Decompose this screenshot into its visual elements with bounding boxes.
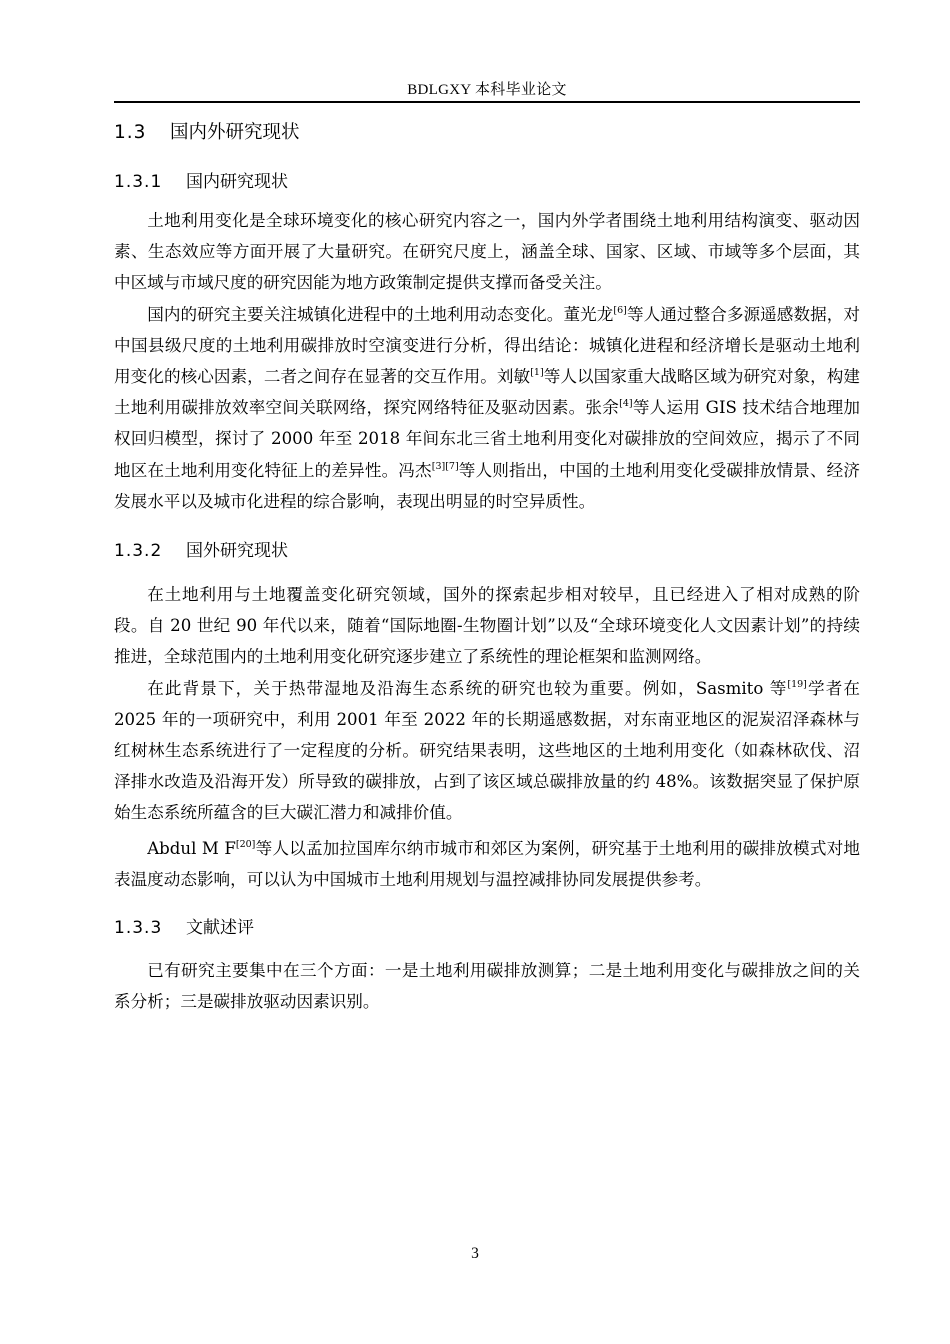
- section-title: 国内外研究现状: [170, 122, 300, 143]
- citation: [1]: [530, 367, 544, 379]
- text-run: 等人运用 GIS 技术结合地理加权回归模型，探讨了 2000 年至 2018 年间东北三省土地利用变化对碳排放的空间效应，揭示了不同地区在土地利用变化特征上的差异性。冯杰: [114, 398, 860, 480]
- paragraph: [114, 833, 860, 895]
- running-header: BDLGXY 本科毕业论文: [407, 82, 567, 98]
- paragraph: [114, 673, 860, 829]
- citation: [20]: [235, 838, 256, 850]
- subsection-number: 1.3.1: [114, 172, 163, 192]
- text-run: 在此背景下，关于热带湿地及沿海生态系统的研究也较为重要。例如，Sasmito 等: [147, 678, 788, 698]
- subsection-title: 国内研究现状: [186, 172, 288, 192]
- citation: [19]: [787, 678, 807, 690]
- subsection-title: 国外研究现状: [186, 541, 288, 562]
- subsection-heading-domestic: [114, 167, 860, 198]
- subsection-title: 文献述评: [186, 918, 254, 939]
- subsection-heading-review: [114, 913, 860, 944]
- section-heading: [114, 116, 860, 150]
- citation: [4]: [619, 398, 633, 410]
- subsection-heading-foreign: [114, 536, 860, 567]
- text-run: 等人则指出，中国的土地利用变化受碳排放情景、经济发展水平以及城市化进程的综合影响，表现出明显的时空异质性。: [114, 460, 861, 511]
- text-run: 等人以孟加拉国库尔纳市城市和郊区为案例，研究基于土地利用的碳排放模式对地表温度动态影响，可以认为中国城市土地利用规划与温控减排协同发展提供参考。: [114, 838, 861, 889]
- paragraph: [114, 299, 860, 517]
- subsection-number: 1.3.2: [114, 541, 163, 562]
- paragraph: 在土地利用与土地覆盖变化研究领域，国外的探索起步相对较早，且已经进入了相对成熟的阶段。自 20 世纪 90 年代以来，随着“国际地圈-生物圈计划”以及“全球环境变化人文因素计划”的持续推进，全球范围内的土地利用变化研究逐步建立了系统性的理论框架和监测网络。: [114, 585, 860, 667]
- header-rule: [114, 101, 860, 103]
- subsection-number: 1.3.3: [114, 918, 163, 939]
- page-body: [114, 116, 860, 1017]
- text-run: 学者在 2025 年的一项研究中，利用 2001 年至 2022 年的长期遥感数据，对东南亚地区的泥炭沼泽森林与红树林生态系统进行了一定程度的分析。研究结果表明，这些地区的土地利用变化（如森林砍伐、沼泽排水改造及沿海开发）所导致的碳排放，占到了该区域总碳排放量的约 48%。该数据突显了保护原始生态系统所蕴含的巨大碳汇潜力和减排价值。: [114, 678, 861, 823]
- citation: [3][7]: [431, 460, 459, 472]
- paragraph: 已有研究主要集中在三个方面：一是土地利用碳排放测算；二是土地利用变化与碳排放之间的关系分析；三是碳排放驱动因素识别。: [114, 961, 860, 1012]
- text-run: Abdul M F: [147, 838, 236, 858]
- paragraph: 土地利用变化是全球环境变化的核心研究内容之一，国内外学者围绕土地利用结构演变、驱动因素、生态效应等方面开展了大量研究。在研究尺度上，涵盖全球、国家、区域、市域等多个层面，其中区域与市域尺度的研究因能为地方政策制定提供支撑而备受关注。: [114, 211, 860, 293]
- section-number: 1.3: [114, 122, 147, 143]
- text-run: 等人以国家重大战略区域为研究对象，构建土地利用碳排放效率空间关联网络，探究网络特征及驱动因素。张余: [114, 367, 861, 418]
- text-run: 国内的研究主要关注城镇化进程中的土地利用动态变化。董光龙: [147, 304, 614, 324]
- citation: [6]: [613, 304, 627, 316]
- text-run: 等人通过整合多源遥感数据，对中国县级尺度的土地利用碳排放时空演变进行分析，得出结论：城镇化进程和经济增长是驱动土地利用变化的核心因素，二者之间存在显著的交互作用。刘敏: [114, 304, 861, 387]
- page-number: 3: [471, 1245, 479, 1262]
